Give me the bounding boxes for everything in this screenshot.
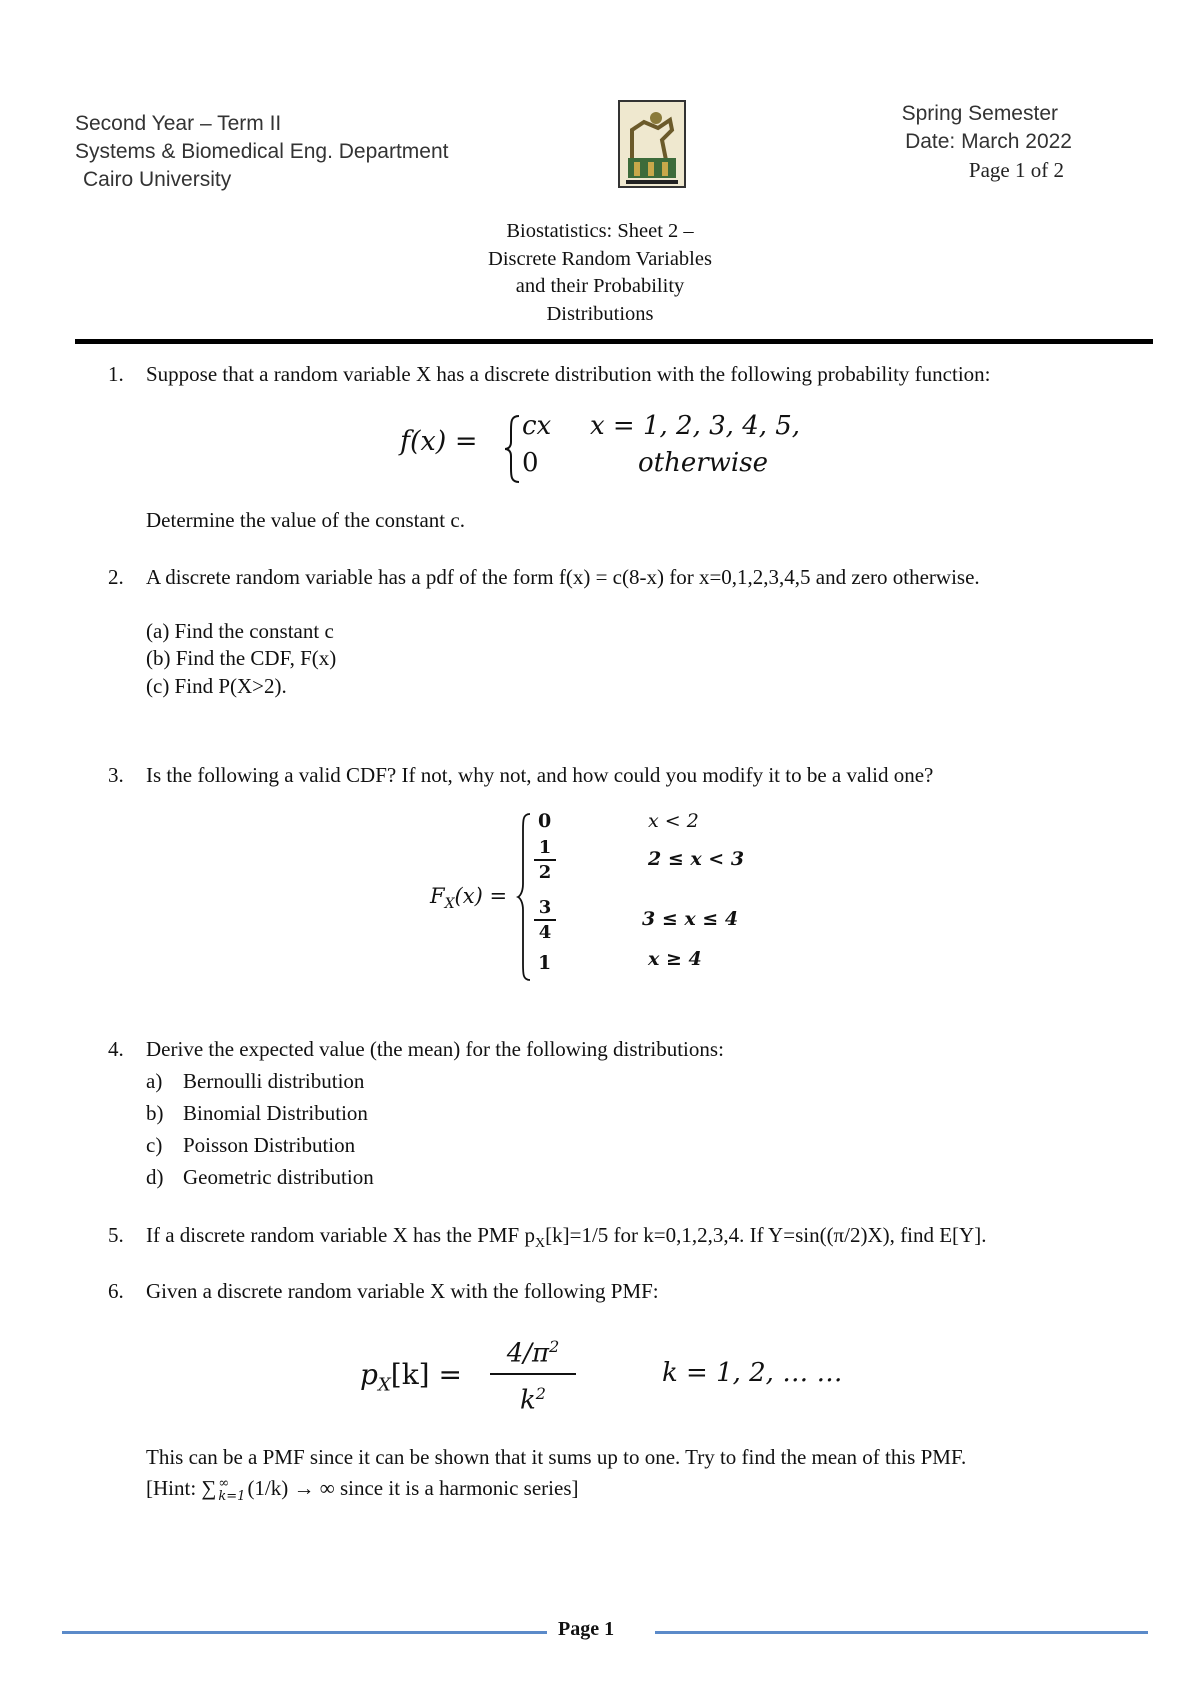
q6-hint — [146, 1474, 579, 1503]
q3-cond-2: 2 ≤ x < 3 — [648, 848, 745, 870]
q3-value-1: 0 — [538, 810, 552, 832]
university-logo — [618, 100, 686, 188]
q4-item-a — [146, 1067, 365, 1095]
title-line-1: Biostatistics: Sheet 2 – — [506, 220, 694, 242]
q6-lhs-p: p — [360, 1358, 378, 1391]
q3-value-3-den: 4 — [538, 922, 552, 943]
left-brace-icon — [516, 812, 532, 982]
q6-range: k = 1, 2, … … — [662, 1358, 843, 1388]
q3-value-3-fraction — [534, 896, 556, 944]
q3-value-2-num: 1 — [534, 836, 556, 861]
q2-part-a: (a) Find the constant c — [146, 619, 334, 643]
q6-num-expr: 4/π — [506, 1338, 550, 1369]
header-university: Cairo University — [83, 168, 232, 191]
q3-cdf-equation — [430, 808, 790, 988]
q3-cond-1: x < 2 — [648, 810, 699, 832]
header-semester: Spring Semester — [901, 102, 1058, 125]
hint-prefix: [Hint: ∑ — [146, 1476, 217, 1500]
q3-value-2-fraction — [534, 836, 556, 884]
item-text: Geometric distribution — [183, 1165, 374, 1189]
q2-part-b: (b) Find the CDF, F(x) — [146, 646, 337, 670]
q2-part-c: (c) Find P(X>2). — [146, 674, 287, 698]
q3-lhs — [430, 884, 507, 912]
q5-text-sub: X — [534, 1236, 546, 1252]
item-label: b) — [146, 1101, 164, 1125]
sheet-title — [400, 218, 800, 328]
q6-fraction-num — [490, 1328, 576, 1375]
question-number: 4. — [108, 1037, 124, 1061]
q3-cond-4: x ≥ 4 — [648, 948, 702, 970]
q4-item-c — [146, 1131, 356, 1159]
q5-text-part-b: [k]=1/5 for k=0,1,2,3,4. If Y=sin((π/2)X), find E[Y]. — [545, 1223, 987, 1247]
question-number: 3. — [108, 763, 124, 787]
title-line-4: Distributions — [546, 302, 654, 325]
q3-lhs-sub: X — [444, 896, 455, 913]
q6-fraction — [490, 1328, 576, 1419]
q6-explanation: This can be a PMF since it can be shown that it sums up to one. Try to find the mean of this PMF. — [146, 1445, 967, 1469]
header-left — [75, 110, 449, 194]
q6-den-sup: 2 — [535, 1383, 546, 1403]
item-text: Poisson Distribution — [183, 1133, 356, 1157]
question-text: A discrete random variable has a pdf of the form f(x) = c(8-x) for x=0,1,2,3,4,5 and zero otherwise. — [146, 565, 980, 589]
header-date: Date: March 2022 — [905, 130, 1072, 153]
left-brace-icon — [503, 414, 521, 484]
item-text: Bernoulli distribution — [183, 1069, 365, 1093]
q6-lhs — [360, 1358, 462, 1396]
q1-case2-expr: 0 — [522, 448, 539, 478]
hint-suffix: (1/k) → ∞ since it is a harmonic series] — [247, 1476, 579, 1500]
q3-lhs-f: F — [430, 884, 445, 908]
hint-sum-upper: ∞ — [218, 1476, 230, 1492]
title-line-3: and their Probability — [515, 275, 685, 297]
q1-case2-cond: otherwise — [638, 448, 768, 478]
q4-item-b — [146, 1099, 368, 1127]
footer-rule-right — [655, 1631, 1148, 1634]
question-text: Derive the expected value (the mean) for the following distributions: — [146, 1037, 724, 1061]
q6-fraction-den — [490, 1375, 576, 1420]
item-text: Binomial Distribution — [183, 1101, 368, 1125]
q5-text-part-a: If a discrete random variable X has the PMF p — [146, 1223, 535, 1247]
q1-followup: Determine the value of the constant c. — [146, 508, 465, 532]
question-text: Given a discrete random variable X with the following PMF: — [146, 1279, 659, 1303]
q3-value-3-num: 3 — [534, 896, 556, 921]
q3-cond-3: 3 ≤ x ≤ 4 — [642, 908, 739, 930]
q1-case1-expr: cx — [522, 411, 552, 441]
q1-case1-cond: x = 1, 2, 3, 4, 5, — [590, 411, 801, 441]
q6-num-sup: 2 — [549, 1337, 560, 1356]
item-label: c) — [146, 1133, 163, 1157]
question-text — [146, 1221, 986, 1258]
question-text: Is the following a valid CDF? If not, why not, and how could you modify it to be a valid one? — [146, 763, 934, 787]
q6-lhs-sub: X — [377, 1374, 391, 1396]
question-number: 2. — [108, 565, 124, 589]
header-department: Systems & Biomedical Eng. Department — [75, 140, 449, 163]
q6-den-expr: k — [520, 1385, 536, 1416]
footer-page-number: Page 1 — [558, 1618, 615, 1640]
title-divider — [75, 339, 1153, 344]
q6-pmf-equation — [360, 1328, 880, 1428]
q1-eq-lhs: f(x) = — [400, 426, 478, 457]
q1-piecewise-equation — [400, 408, 820, 488]
footer-rule-left — [62, 1631, 547, 1634]
header-right — [902, 100, 1072, 184]
q3-value-2-den: 2 — [538, 862, 552, 883]
question-number: 6. — [108, 1279, 124, 1303]
q4-item-d — [146, 1163, 374, 1191]
q3-value-4: 1 — [538, 952, 552, 974]
hint-sum-lower: k=1 — [218, 1489, 246, 1505]
header-page-count: Page 1 of 2 — [968, 158, 1064, 182]
header-year-term: Second Year – Term II — [75, 112, 282, 135]
item-label: d) — [146, 1165, 164, 1189]
q3-lhs-rest: (x) = — [454, 884, 508, 908]
question-number: 1. — [108, 362, 124, 386]
question-number: 5. — [108, 1223, 124, 1247]
title-line-2: Discrete Random Variables — [488, 247, 712, 270]
q6-lhs-rest: [k] = — [390, 1358, 462, 1391]
item-label: a) — [146, 1069, 163, 1093]
question-text: Suppose that a random variable X has a discrete distribution with the following probability function: — [146, 362, 991, 386]
